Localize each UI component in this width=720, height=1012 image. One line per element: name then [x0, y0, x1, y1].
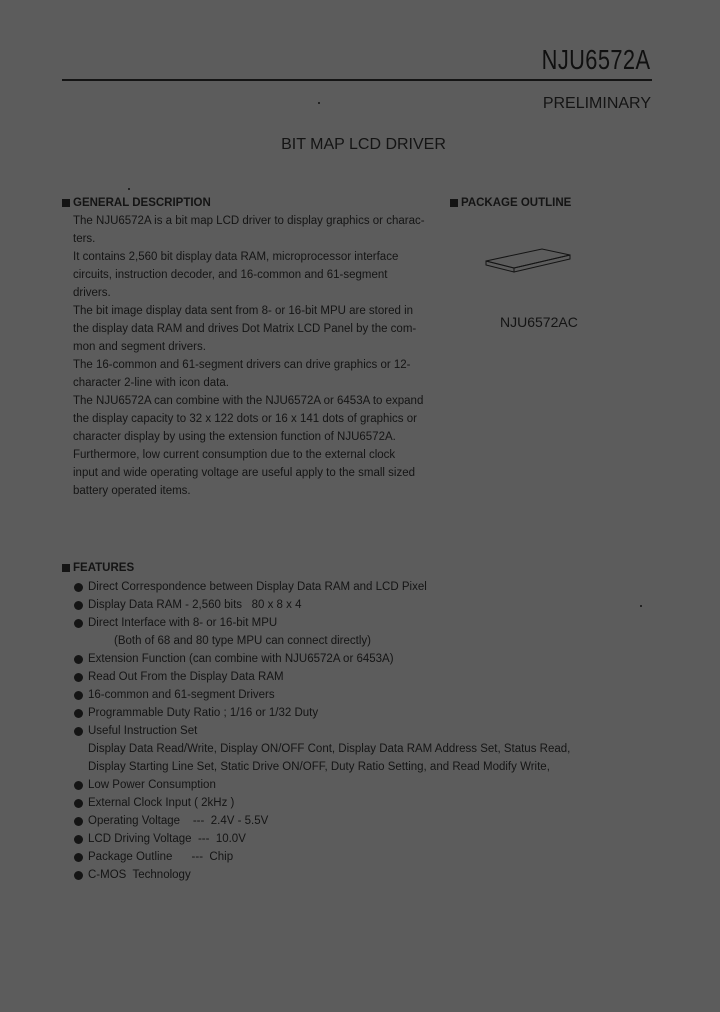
section-bullet-icon: [62, 199, 70, 207]
feature-text: Operating Voltage --- 2.4V - 5.5V: [88, 815, 269, 827]
section-bullet-icon: [450, 199, 458, 207]
status-label: PRELIMINARY: [542, 95, 651, 112]
description-line: mon and segment drivers.: [73, 341, 206, 353]
feature-text: 16-common and 61-segment Drivers: [88, 689, 275, 701]
feature-item: [74, 596, 674, 614]
header-divider: [62, 79, 652, 81]
feature-item: [74, 614, 674, 632]
description-line: ters.: [73, 233, 96, 245]
feature-text: Display Data RAM - 2,560 bits 80 x 8 x 4: [88, 599, 302, 611]
feature-text: Extension Function (can combine with NJU6572A or 6453A): [88, 653, 394, 665]
description-line: The NJU6572A can combine with the NJU6572A or 6453A to expand: [73, 395, 424, 407]
feature-bullet-icon: [74, 655, 83, 664]
feature-bullet-icon: [74, 709, 83, 718]
feature-text: C-MOS Technology: [88, 869, 191, 881]
description-line: The NJU6572A is a bit map LCD driver to display graphics or charac-: [73, 215, 425, 227]
feature-bullet-icon: [74, 835, 83, 844]
feature-bullet-icon: [74, 583, 83, 592]
feature-bullet-icon: [74, 727, 83, 736]
description-line: Furthermore, low current consumption due to the external clock: [73, 449, 396, 461]
feature-text: Programmable Duty Ratio ; 1/16 or 1/32 Duty: [88, 707, 319, 719]
package-outline-heading: [450, 197, 571, 209]
feature-item: [74, 794, 674, 812]
description-line: battery operated items.: [73, 485, 191, 497]
description-line: the display capacity to 32 x 122 dots or 16 x 141 dots of graphics or: [73, 413, 417, 425]
feature-item: [74, 686, 674, 704]
feature-text: LCD Driving Voltage --- 10.0V: [88, 833, 246, 845]
feature-continuation: Display Starting Line Set, Static Drive ON/OFF, Duty Ratio Setting, and Read Modify Write,: [88, 761, 550, 773]
description-line: character 2-line with icon data.: [73, 377, 229, 389]
feature-bullet-icon: [74, 601, 83, 610]
feature-text: Package Outline --- Chip: [88, 851, 234, 863]
description-line: circuits, instruction decoder, and 16-common and 61-segment: [73, 269, 388, 281]
feature-text: Direct Correspondence between Display Data RAM and LCD Pixel: [88, 581, 427, 593]
feature-text: External Clock Input ( 2kHz ): [88, 797, 235, 809]
chip-package-icon: [482, 244, 574, 278]
feature-bullet-icon: [74, 691, 83, 700]
part-number-title: NJU6572A: [541, 44, 650, 75]
feature-item: [74, 830, 674, 848]
general-description-heading: [62, 197, 211, 209]
description-line: The bit image display data sent from 8- or 16-bit MPU are stored in: [73, 305, 414, 317]
feature-bullet-icon: [74, 853, 83, 862]
description-line: drivers.: [73, 287, 111, 299]
feature-text: Read Out From the Display Data RAM: [88, 671, 284, 683]
feature-item: [74, 668, 674, 686]
speck: [128, 188, 130, 190]
features-list: [74, 578, 674, 884]
general-description-heading-label: GENERAL DESCRIPTION: [73, 197, 211, 209]
document-title: BIT MAP LCD DRIVER: [281, 136, 446, 153]
description-line: The 16-common and 61-segment drivers can drive graphics or 12-: [73, 359, 411, 371]
feature-item: [74, 722, 674, 740]
feature-bullet-icon: [74, 871, 83, 880]
feature-item: [74, 650, 674, 668]
package-outline-heading-label: PACKAGE OUTLINE: [461, 197, 572, 209]
feature-item: [74, 812, 674, 830]
features-heading: [62, 562, 134, 574]
feature-continuation: (Both of 68 and 80 type MPU can connect directly): [114, 635, 371, 647]
feature-text: Direct Interface with 8- or 16-bit MPU: [88, 617, 278, 629]
description-line: character display by using the extension function of NJU6572A.: [73, 431, 396, 443]
feature-text: Useful Instruction Set: [88, 725, 198, 737]
feature-item: [74, 578, 674, 596]
general-description-body: [73, 212, 433, 500]
feature-continuation: Display Data Read/Write, Display ON/OFF Cont, Display Data RAM Address Set, Status Read,: [88, 743, 571, 755]
description-line: input and wide operating voltage are useful apply to the small sized: [73, 467, 416, 479]
feature-item: [74, 848, 674, 866]
features-heading-label: FEATURES: [73, 562, 135, 574]
description-line: It contains 2,560 bit display data RAM, microprocessor interface: [73, 251, 399, 263]
feature-item: [74, 704, 674, 722]
feature-item: [74, 866, 674, 884]
feature-item: [74, 776, 674, 794]
feature-bullet-icon: [74, 817, 83, 826]
speck: [318, 102, 320, 104]
section-bullet-icon: [62, 564, 70, 572]
description-line: the display data RAM and drives Dot Matrix LCD Panel by the com-: [73, 323, 417, 335]
feature-bullet-icon: [74, 781, 83, 790]
feature-text: Low Power Consumption: [88, 779, 216, 791]
feature-bullet-icon: [74, 619, 83, 628]
package-name: NJU6572AC: [500, 314, 578, 330]
feature-bullet-icon: [74, 799, 83, 808]
feature-bullet-icon: [74, 673, 83, 682]
